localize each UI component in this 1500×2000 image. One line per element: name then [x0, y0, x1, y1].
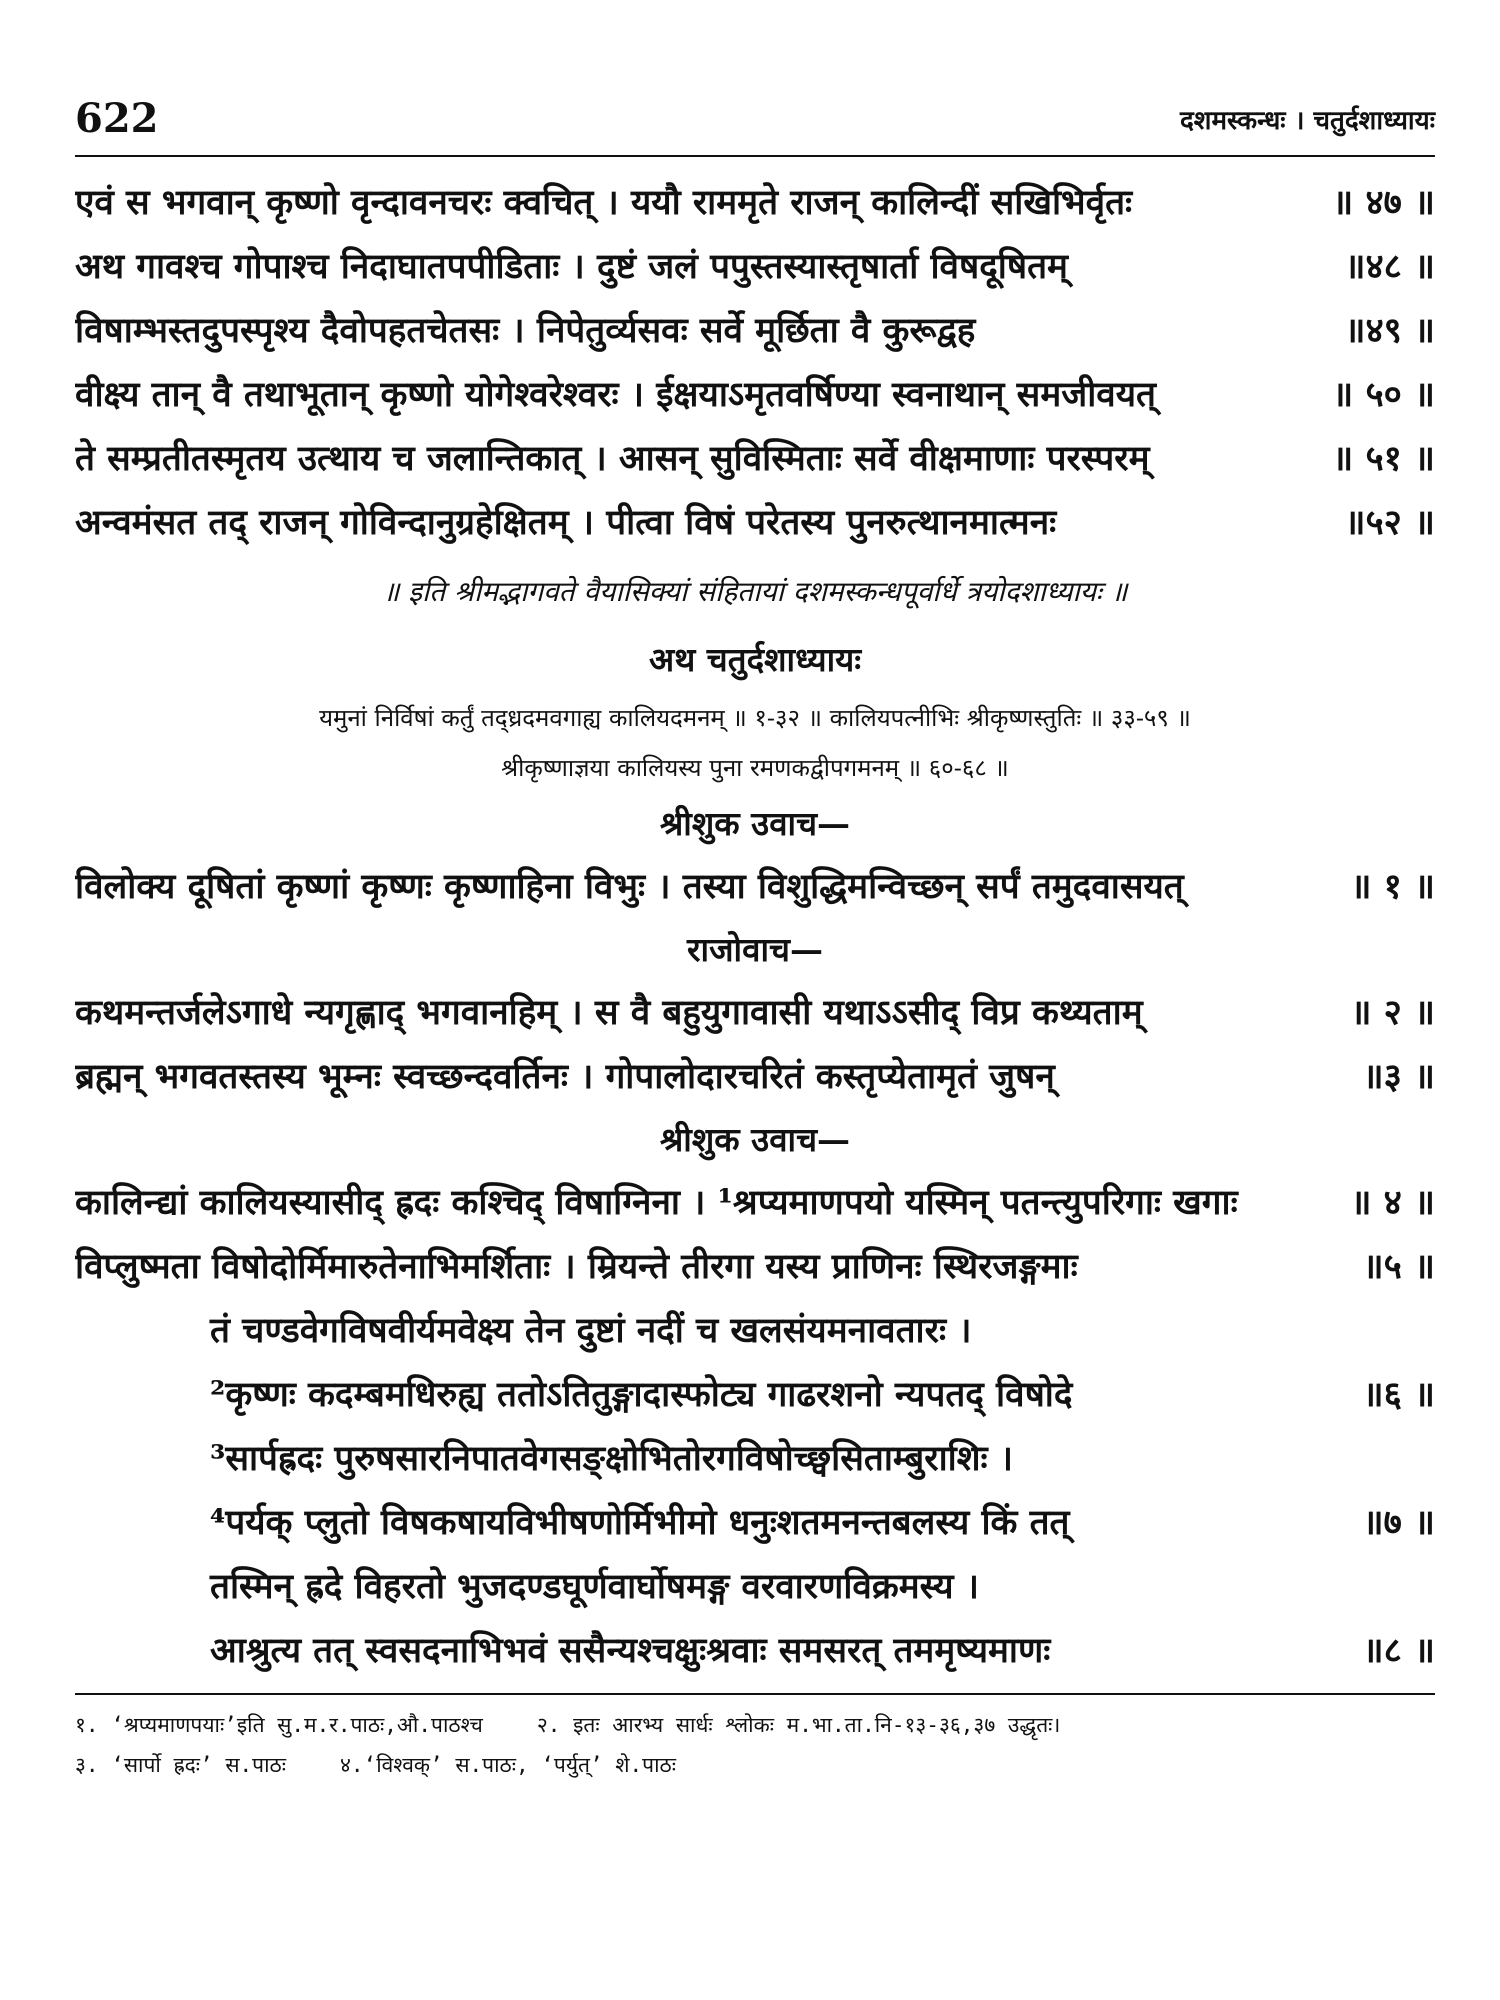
- verse-line: [75, 855, 1435, 919]
- speaker-heading: श्रीशुक उवाच—: [659, 804, 851, 843]
- verses-top: [75, 171, 1435, 555]
- verse-text: विषाम्भस्तदुपस्पृश्य दैवोपहतचेतसः । निपेतुर्व्यसवः सर्वे मूर्छिता वै कुरूद्वह: [75, 310, 976, 351]
- verse-text: तं चण्डवेगविषवीर्यमवेक्ष्य तेन दुष्टां नदीं च खलसंयमनावतारः ।: [210, 1310, 972, 1351]
- verse-number: ॥५२ ॥: [1344, 502, 1435, 543]
- verse-number: ॥४९ ॥: [1344, 310, 1435, 351]
- verse-text: ब्रह्मन् भगवतस्तस्य भूम्नः स्वच्छन्दवर्तिनः । गोपालोदारचरितं कस्तृप्येतामृतं जुषन्: [75, 1056, 1055, 1097]
- verse-text: तस्मिन् ह्रदे विहरतो भुजदण्डघूर्णवार्घोषमङ्ग वरवारणविक्रमस्य ।: [210, 1566, 980, 1607]
- verse-number: ॥ २ ॥: [1350, 992, 1435, 1033]
- chapter-synopsis-line: श्रीकृष्णाज्ञया कालियस्य पुना रमणकद्वीपगमनम् ॥ ६०-६८ ॥: [501, 754, 1009, 782]
- verse-text: विलोक्य दूषितां कृष्णां कृष्णः कृष्णाहिना विभुः । तस्या विशुद्धिमन्विच्छन् सर्पं तमुदवासयत्: [75, 866, 1184, 907]
- verse-line: [75, 1299, 1435, 1363]
- chapter-synopsis-line: यमुनां निर्विषां कर्तुं तद्ध्रदमवगाह्य कालियदमनम् ॥ १-३२ ॥ कालियपत्नीभिः श्रीकृष्णस्तुतिः ॥ ३३-५९ ॥: [319, 704, 1191, 732]
- verse-text: कालिन्द्यां कालियस्यासीद् ह्रदः कश्चिद् विषाग्निना । ¹श्रप्यमाणपयो यस्मिन् पतन्त्युपरिगाः खगाः: [75, 1182, 1238, 1223]
- footnote-row: [75, 1745, 1435, 1785]
- verse-number: ॥ १ ॥: [1350, 866, 1435, 907]
- footnote-rule: [75, 1693, 1435, 1695]
- speaker-heading: श्रीशुक उवाच—: [659, 1120, 851, 1159]
- chapter-colophon: ॥ इति श्रीमद्भागवते वैयासिक्यां संहितायां दशमस्कन्धपूर्वार्धे त्रयोदशाध्यायः ॥: [382, 575, 1128, 608]
- verse-number: ॥५ ॥: [1362, 1246, 1435, 1287]
- verse-text: अथ गावश्च गोपाश्च निदाघातपपीडिताः । दुष्टं जलं पपुस्तस्यास्तृषार्ता विषदूषितम्: [75, 246, 1068, 287]
- page-header: [75, 95, 1435, 155]
- header-rule: [75, 155, 1435, 157]
- verse-number: ॥ ४ ॥: [1350, 1182, 1435, 1223]
- footnotes: [75, 1705, 1435, 1785]
- verse-line: [75, 235, 1435, 299]
- verse-text: आश्रुत्य तत् स्वसदनाभिभवं ससैन्यश्चक्षुःश्रवाः समसरत् तममृष्यमाणः: [210, 1630, 1051, 1671]
- verse-text: ⁴पर्यक् प्लुतो विषकषायविभीषणोर्मिभीमो धनुःशतमनन्तबलस्य किं तत्: [210, 1502, 1070, 1543]
- verse-text: कथमन्तर्जलेऽगाधे न्यगृह्णाद् भगवानहिम् । स वै बहुयुगावासी यथाऽऽसीद् विप्र कथ्यताम्: [75, 992, 1143, 1033]
- verse-line: [75, 1171, 1435, 1235]
- page-number: 622: [75, 95, 159, 142]
- verse-text: वीक्ष्य तान् वै तथाभूतान् कृष्णो योगेश्वरेश्वरः । ईक्षयाऽमृतवर्षिण्या स्वनाथान् समजीवयत्: [75, 374, 1156, 415]
- verse-line: [75, 1363, 1435, 1427]
- verse-number: ॥६ ॥: [1362, 1374, 1435, 1415]
- verse-line: [75, 981, 1435, 1045]
- verse-text: अन्वमंसत तद् राजन् गोविन्दानुग्रहेक्षितम् । पीत्वा विषं परेतस्य पुनरुत्थानमात्मनः: [75, 502, 1057, 543]
- verse-line: [75, 1045, 1435, 1109]
- verse-line: [75, 1491, 1435, 1555]
- chapter-title: अथ चतुर्दशाध्यायः: [649, 640, 861, 679]
- verse-line: [75, 1427, 1435, 1491]
- verse-text: एवं स भगवान् कृष्णो वृन्दावनचरः क्वचित् । ययौ राममृते राजन् कालिन्दीं सखिभिर्वृतः: [75, 182, 1133, 223]
- verse-text: ²कृष्णः कदम्बमधिरुह्य ततोऽतितुङ्गादास्फोट्य गाढरशनो न्यपतद् विषोदे: [210, 1374, 1073, 1415]
- verse-text: ³सार्पह्रदः पुरुषसारनिपातवेगसङ्क्षोभितोरगविषोच्छ्वसिताम्बुराशिः ।: [210, 1438, 1014, 1479]
- verse-number: ॥८ ॥: [1362, 1630, 1435, 1671]
- speaker-heading: राजोवाच—: [687, 930, 823, 969]
- page: [75, 95, 1435, 1785]
- footnote: १. ‘श्रप्यमाणपयाः’इति सु.म.र.पाठः,औ.पाठश्च: [75, 1713, 483, 1737]
- verse-number: ॥३ ॥: [1362, 1056, 1435, 1097]
- verse-line: [75, 1555, 1435, 1619]
- verse-line: [75, 1235, 1435, 1299]
- verse-text: विप्लुष्मता विषोदोर्मिमारुतेनाभिमर्शिताः । म्रियन्ते तीरगा यस्य प्राणिनः स्थिरजङ्गमाः: [75, 1246, 1078, 1287]
- verse-line: [75, 427, 1435, 491]
- verse-line: [75, 299, 1435, 363]
- verse-line: [75, 491, 1435, 555]
- footnote: २. इतः आरभ्य सार्धः श्लोकः म.भा.ता.नि-१३-३६,३७ उद्धृतः।: [536, 1713, 1061, 1737]
- verse-number: ॥ ४७ ॥: [1332, 182, 1435, 223]
- footnote-row: [75, 1705, 1435, 1745]
- verse-number: ॥७ ॥: [1362, 1502, 1435, 1543]
- verse-number: ॥ ५१ ॥: [1332, 438, 1435, 479]
- footnote: ३. ‘सार्पो ह्रदः’ स.पाठः: [75, 1753, 286, 1777]
- verse-text: ते सम्प्रतीतस्मृतय उत्थाय च जलान्तिकात् । आसन् सुविस्मिताः सर्वे वीक्षमाणाः परस्परम्: [75, 438, 1150, 479]
- footnote: ४.‘विश्वक्’ स.पाठः, ‘पर्युत्’ शे.पाठः: [339, 1753, 676, 1777]
- verse-line: [75, 363, 1435, 427]
- verse-line: [75, 171, 1435, 235]
- verse-number: ॥ ५० ॥: [1332, 374, 1435, 415]
- verse-number: ॥४८ ॥: [1344, 246, 1435, 287]
- running-head: दशमस्कन्धः । चतुर्दशाध्यायः: [1180, 106, 1435, 136]
- verse-line: [75, 1619, 1435, 1683]
